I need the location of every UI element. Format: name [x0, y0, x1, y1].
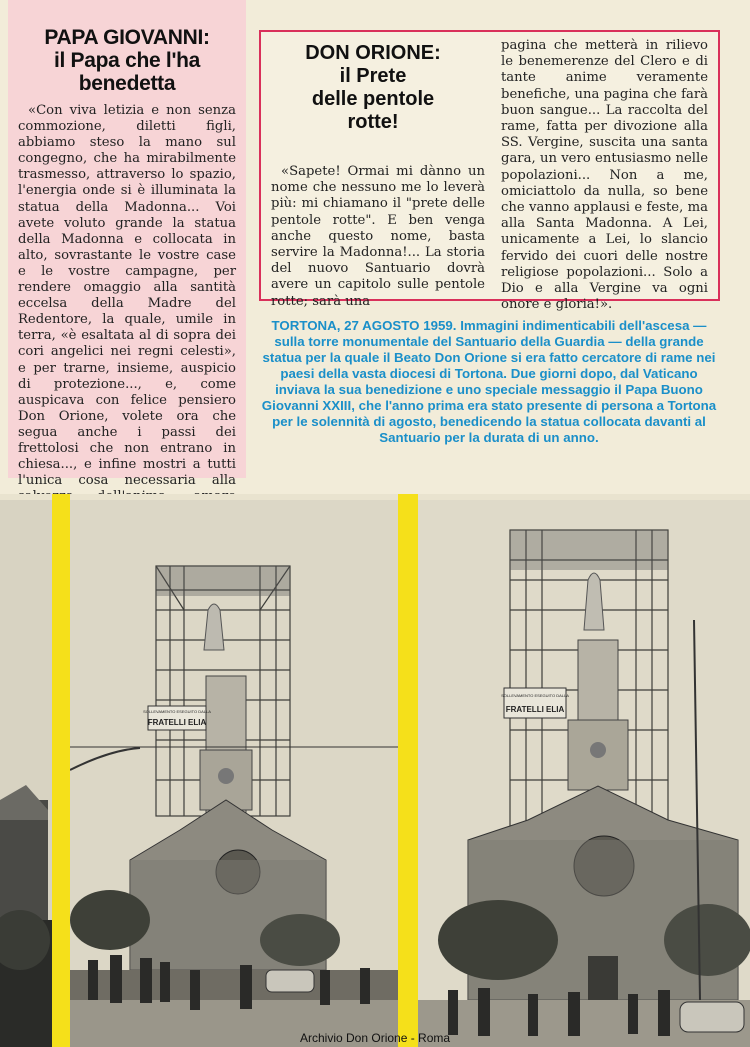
photo-strip-left [0, 500, 52, 1047]
title-line-1: PAPA GIOVANNI: [44, 26, 210, 49]
photo-sanctuary-left [70, 500, 398, 1047]
papa-giovanni-box [8, 0, 246, 489]
archive-footer: Archivio Don Orione - Roma [300, 1031, 451, 1045]
yellow-bar-left [52, 494, 70, 1047]
photo-sanctuary-right [418, 500, 750, 1047]
title-line-3: delle pentole [311, 88, 435, 110]
don-orione-title [273, 42, 473, 134]
photo-caption [258, 318, 720, 446]
sign-small-left: SOLLEVAMENTO ESEGUITO DALLA [143, 709, 211, 714]
papa-giovanni-text: «Con viva letizia e non senza commozione, diletti figli, abbiamo steso la mano sul congegno, che ha mirabilmente trasmesso, attraverso lo spazio, l'energia onde si è illuminata la statua della Madonna... Voi avete voluto grande la statua della Madonna e collocata in alto, sovrastante le vostre case e le vostre campagne, per rendere omaggio alla santità eccelsa della Madre del Redentore, la quale, umile in terra, «è esaltata al di sopra dei cori angelici nei regni celesti», e per trarne, insieme, auspicio di protezione..., e, come auspicava con felice pensiero Don Orione, volete ora che segua anche i passi dei frettolosi che non entrano in chiesa..., e infine mostri a tutti l'unica cosa necessaria alla [18, 103, 236, 489]
title-line-4: rotte! [347, 111, 399, 133]
sign-right: FRATELLI ELIA [505, 705, 565, 714]
yellow-bar-middle [398, 494, 418, 1047]
sign-left: FRATELLI ELIA [147, 718, 207, 727]
title-line-1: DON ORIONE: [305, 42, 441, 64]
don-orione-text-col1: «Sapete! Ormai mi dànno un nome che nessuno me lo leverà più: mi chiamano il "prete delle pentole rotte". E ben venga anche questo nome, basta servire la Madonna!... La storia del nuovo Santuario dovrà avere un capitolo sulle pentole rotte; sarà una [271, 164, 485, 309]
don-orione-box [259, 30, 720, 313]
title-line-2: il Papa che l'ha [53, 49, 201, 72]
caption-text: Immagini indimenticabili dell'ascesa — sulla torre monumentale del Santuario della Guardia — della grande statua per la quale il Beato Don Orione si era fatto cercatore di rame nei paesi della vasta diocesi di Tortona. Due giorni dopo, dal Vaticano inviava la sua benedizione e uno speciale messaggio il Papa Buono Giovanni XXIII, che l'anno prima era stato presente di persona a Tortona per le solennità di agosto, benedicendo la statua collocata davanti al Santuario per la durata di un anno. [261, 318, 717, 445]
papa-giovanni-title [18, 26, 236, 95]
caption-lead: TORTONA, 27 AGOSTO 1959. [271, 318, 457, 333]
title-line-2: il Prete [339, 65, 407, 87]
title-line-3: benedetta [78, 72, 176, 95]
sign-small-right: SOLLEVAMENTO ESEGUITO DALLA [501, 693, 569, 698]
don-orione-text-col2: pagina che metterà in rilievo le benemerenze del Clero e di tante anime veramente benefiche, una pagina che farà buon sangue... La raccolta del rame, fatta per divozione alla SS. Vergine, suscita una santa gara, un vero entusiasmo nelle popolazioni... Non a me, omiciattolo da nulla, so bene che vanno applausi e feste, ma alla Santa Madonna. A Lei, unicamente a Lei, lo slancio fervido dei cuori delle nostre religiose popolazioni... Solo a Dio e alla Vergine va ogni onore e gloria!». [501, 38, 708, 313]
